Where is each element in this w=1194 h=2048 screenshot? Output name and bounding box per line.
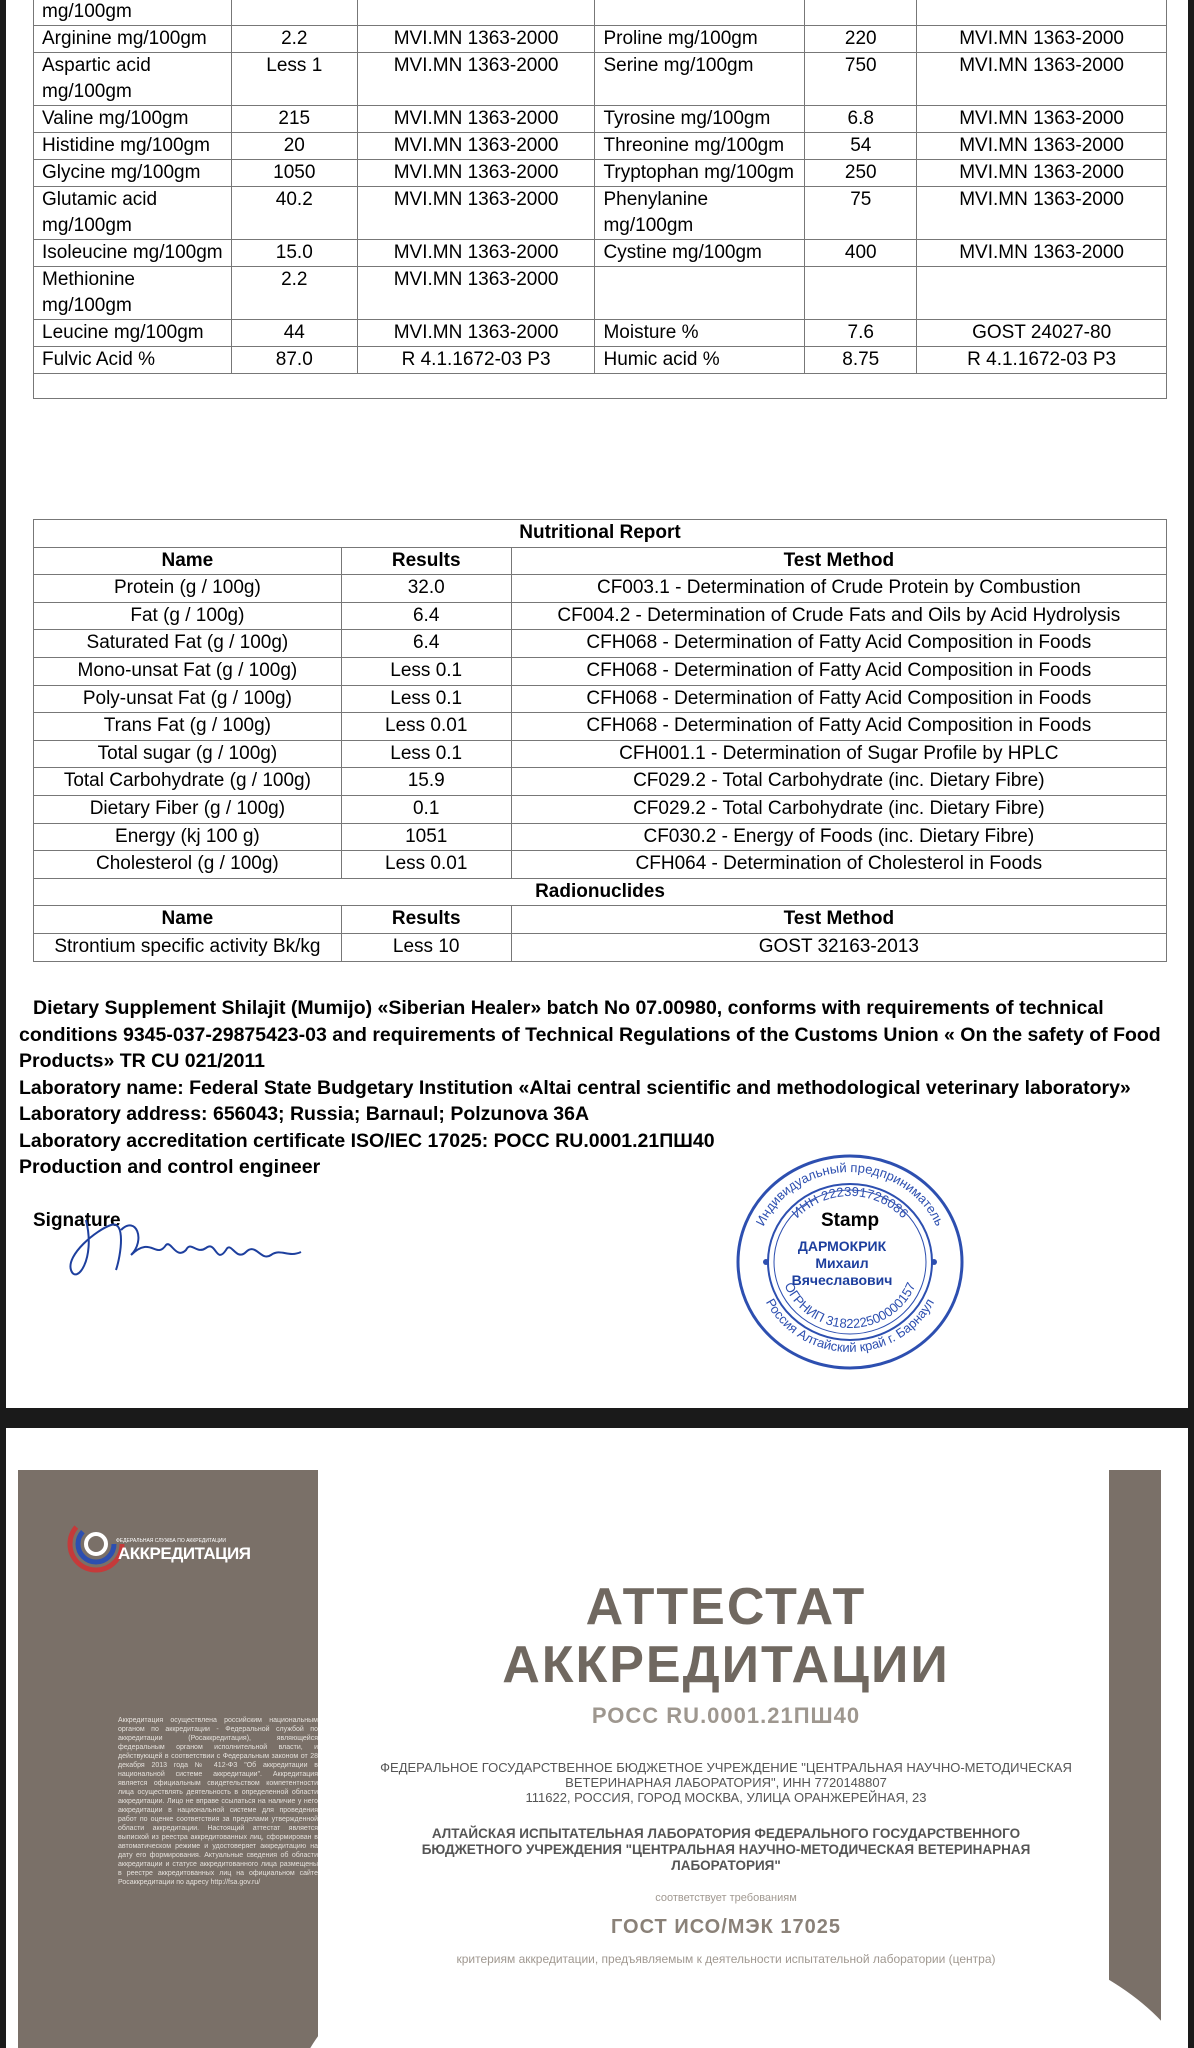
nutrition-row-name: Total sugar (g / 100g) (34, 740, 342, 768)
amino-cell-n1: Histidine mg/100gm (34, 133, 232, 160)
amino-cell-m1: MVI.MN 1363-2000 (357, 26, 595, 53)
amino-cell-n2: Proline mg/100gm (595, 26, 805, 53)
certificate-standard: ГОСТ ИСО/МЭК 17025 (610, 1916, 842, 1938)
nutrition-row-method: CF029.2 - Total Carbohydrate (inc. Dietary Fibre) (511, 795, 1166, 823)
amino-cell-m1: MVI.MN 1363-2000 (357, 267, 595, 320)
amino-cell-n2 (595, 0, 805, 26)
certificate-number: РОСС RU.0001.21ПШ40 (591, 1703, 861, 1728)
nutrition-row (34, 713, 1167, 741)
nutrition-row-name: Cholesterol (g / 100g) (34, 851, 342, 879)
amino-row (34, 26, 1167, 53)
nutrition-row-name: Saturated Fat (g / 100g) (34, 630, 342, 658)
amino-cell-v2: 400 (805, 240, 917, 267)
amino-cell-v1: Less 1 (231, 53, 357, 106)
amino-acid-table (33, 0, 1167, 399)
amino-cell-n1: mg/100gm (34, 0, 232, 26)
accreditation-certificate (6, 1428, 1188, 2048)
nutrition-row-method: CFH068 - Determination of Fatty Acid Composition in Foods (511, 657, 1166, 685)
amino-cell-n2: Phenylanine mg/100gm (595, 187, 805, 240)
amino-cell-v2: 7.6 (805, 320, 917, 347)
nutrition-row-result: 15.9 (341, 768, 511, 796)
certificate-laboratory: АЛТАЙСКАЯ ИСПЫТАТЕЛЬНАЯ ЛАБОРАТОРИЯ ФЕДЕРАЛЬНОГО ГОСУДАРСТВЕННОГО БЮДЖЕТНОГО УЧРЕЖДЕНИЯ "ЦЕНТРАЛЬНАЯ НАУЧНО-МЕТОДИЧЕСКАЯ ВЕТЕРИНАРНАЯ ЛАБОРАТОРИЯ" (421, 1826, 1031, 1873)
amino-cell-n2 (595, 267, 805, 320)
amino-cell-m1: MVI.MN 1363-2000 (357, 106, 595, 133)
nutrition-row-method: CF004.2 - Determination of Crude Fats and Oils by Acid Hydrolysis (511, 602, 1166, 630)
amino-row (34, 106, 1167, 133)
amino-row (34, 53, 1167, 106)
amino-cell-m1: MVI.MN 1363-2000 (357, 160, 595, 187)
engineer-title: Production and control engineer (19, 1156, 321, 1178)
amino-cell-m2: MVI.MN 1363-2000 (917, 133, 1167, 160)
amino-cell-v1: 44 (231, 320, 357, 347)
nutrition-row-result: Less 0.01 (341, 851, 511, 879)
lab-address: Laboratory address: 656043; Russia; Barnaul; Polzunova 36A (19, 1103, 590, 1125)
amino-cell-m2: GOST 24027-80 (917, 320, 1167, 347)
amino-cell-n2: Tyrosine mg/100gm (595, 106, 805, 133)
lab-name: Laboratory name: Federal State Budgetary Institution «Altai central scientific and methodological veterinary laboratory» (19, 1076, 1131, 1099)
stamp-holder-name: ДАРМОКРИК Михаил Вячеславович (791, 1238, 893, 1288)
amino-cell-m1: MVI.MN 1363-2000 (357, 53, 595, 106)
amino-row (34, 133, 1167, 160)
nutrition-row-method: CF029.2 - Total Carbohydrate (inc. Dietary Fibre) (511, 768, 1166, 796)
nutritional-report-table (33, 519, 1167, 962)
amino-cell-m2: R 4.1.1672-03 P3 (917, 347, 1167, 374)
col-header-method: Test Method (511, 547, 1166, 575)
nutrition-row (34, 795, 1167, 823)
amino-cell-v2: 54 (805, 133, 917, 160)
nutrition-row-result: Less 0.1 (341, 685, 511, 713)
radio-header-results: Results (341, 906, 511, 934)
radio-header-method: Test Method (511, 906, 1166, 934)
amino-row (34, 187, 1167, 240)
nutritional-report-title: Nutritional Report (34, 520, 1167, 548)
signature-image (66, 1200, 316, 1290)
certificate-title-line2: АККРЕДИТАЦИИ (502, 1636, 950, 1694)
amino-cell-n2: Threonine mg/100gm (595, 133, 805, 160)
nutrition-row-result: 0.1 (341, 795, 511, 823)
amino-cell-n1: Aspartic acid mg/100gm (34, 53, 232, 106)
organization-address: 111622, РОССИЯ, ГОРОД МОСКВА, УЛИЦА ОРАНЖЕРЕЙНАЯ, 23 (525, 1790, 927, 1805)
amino-row (34, 347, 1167, 374)
certificate-meets: соответствует требованиям (655, 1892, 797, 1904)
amino-cell-n2: Tryptophan mg/100gm (595, 160, 805, 187)
nutrition-row-result: 6.4 (341, 602, 511, 630)
amino-cell-n1: Arginine mg/100gm (34, 26, 232, 53)
amino-spacer-row (34, 374, 1167, 399)
nutrition-row-name: Protein (g / 100g) (34, 575, 342, 603)
amino-cell-m1 (357, 0, 595, 26)
amino-cell-v2: 750 (805, 53, 917, 106)
amino-cell-n1: Glutamic acid mg/100gm (34, 187, 232, 240)
amino-cell-m1: MVI.MN 1363-2000 (357, 187, 595, 240)
amino-cell-v2: 220 (805, 26, 917, 53)
nutrition-row-name: Fat (g / 100g) (34, 602, 342, 630)
stamp-ring-top: Индивидуальный предприниматель (752, 1159, 948, 1229)
nutrition-row-result: Less 0.01 (341, 713, 511, 741)
nutrition-row (34, 823, 1167, 851)
nutrition-row (34, 575, 1167, 603)
certificate-organization (376, 1760, 1076, 1805)
amino-cell-m2: MVI.MN 1363-2000 (917, 160, 1167, 187)
amino-cell-v1: 215 (231, 106, 357, 133)
nutrition-row-result: 1051 (341, 823, 511, 851)
amino-cell-m2: MVI.MN 1363-2000 (917, 26, 1167, 53)
stamp-ogrnip: ОГРНИП 318222500000157 (781, 1279, 919, 1331)
amino-cell-v1: 40.2 (231, 187, 357, 240)
amino-cell-n2: Cystine mg/100gm (595, 240, 805, 267)
nutrition-row-name: Dietary Fiber (g / 100g) (34, 795, 342, 823)
nutrition-row-name: Total Carbohydrate (g / 100g) (34, 768, 342, 796)
amino-cell-v1: 87.0 (231, 347, 357, 374)
certificate-title (426, 1578, 1026, 1694)
logo-text: АККРЕДИТАЦИЯ (118, 1544, 251, 1563)
nutrition-row-method: CFH064 - Determination of Cholesterol in Foods (511, 851, 1166, 879)
amino-cell-m2: MVI.MN 1363-2000 (917, 106, 1167, 133)
certificate-right-band (1109, 1470, 1161, 2048)
conformity-text: Dietary Supplement Shilajit (Mumijo) «Siberian Healer» batch No 07.00980, conforms with requirements of technical conditions 9345-037-29875423-03 and requirements of Technical Regulations of the Customs Union « On the safety of Food Products» TR CU 021/2011 (19, 997, 1161, 1072)
amino-cell-v1: 15.0 (231, 240, 357, 267)
nutrition-row-method: CFH068 - Determination of Fatty Acid Composition in Foods (511, 685, 1166, 713)
nutrition-row-method: CFH068 - Determination of Fatty Acid Composition in Foods (511, 630, 1166, 658)
amino-cell-m1: R 4.1.1672-03 P3 (357, 347, 595, 374)
nutrition-row-name: Trans Fat (g / 100g) (34, 713, 342, 741)
amino-cell-v2: 8.75 (805, 347, 917, 374)
amino-cell-v2: 75 (805, 187, 917, 240)
amino-cell-m2 (917, 0, 1167, 26)
certificate-criteria: критериям аккредитации, предъявляемым к деятельности испытательной лаборатории (центра) (456, 1952, 996, 1966)
amino-cell-n2: Serine mg/100gm (595, 53, 805, 106)
amino-row (34, 267, 1167, 320)
col-header-name: Name (34, 547, 342, 575)
nutrition-row-method: CFH001.1 - Determination of Sugar Profile by HPLC (511, 740, 1166, 768)
amino-cell-v2 (805, 0, 917, 26)
amino-row (34, 240, 1167, 267)
amino-cell-n1: Methionine mg/100gm (34, 267, 232, 320)
nutrition-row-result: 6.4 (341, 630, 511, 658)
amino-cell-m1: MVI.MN 1363-2000 (357, 133, 595, 160)
nutrition-row (34, 630, 1167, 658)
logo-caption: ФЕДЕРАЛЬНАЯ СЛУЖБА ПО АККРЕДИТАЦИИ (116, 1538, 227, 1544)
amino-cell-n1: Leucine mg/100gm (34, 320, 232, 347)
amino-row (34, 160, 1167, 187)
amino-cell-n2: Humic acid % (595, 347, 805, 374)
amino-cell-m2: MVI.MN 1363-2000 (917, 240, 1167, 267)
nutrition-row-name: Energy (kj 100 g) (34, 823, 342, 851)
report-page (6, 0, 1188, 1408)
nutrition-row-result: Less 0.1 (341, 740, 511, 768)
certificate-left-text: Аккредитация осуществлена российским национальным органом по аккредитации - Федеральной службой по аккредитации (Росаккредитация), являющейся федеральным органом исполнительной власти, и действующей в соответствии с Федеральным законом от 28 декабря 2013 года № 412-ФЗ "Об аккредитации в национальной системе аккредитации". Аккредитация является официальным свидетельством компетентности лица осуществлять деятельность в определенной области аккредитации. Лицо не вправе ссылаться на наличие у него аккредитации в национальной системе для проведения работ по оценке соответствия за пределами утвержденной области аккредитации. Настоящий аттестат является выпиской из реестра аккредитованных лиц, сформирован в автоматическом режиме и удостоверяет аккредитацию на дату его формирования. Актуальные сведения об области аккредитации и статусе аккредитованного лица размещены в реестре аккредитованных лиц на официальном сайте Росаккредитации по адресу http://fsa.gov.ru/ (118, 1717, 318, 1886)
amino-cell-m1: MVI.MN 1363-2000 (357, 240, 595, 267)
amino-row (34, 0, 1167, 26)
amino-cell-v2: 6.8 (805, 106, 917, 133)
stamp-ring-bottom: Россия Алтайский край г. Барнаул (763, 1295, 937, 1356)
stamp-inn: ИНН 222391726086 (788, 1183, 912, 1221)
amino-cell-v2 (805, 267, 917, 320)
nutrition-row-name: Mono-unsat Fat (g / 100g) (34, 657, 342, 685)
organization-name: ФЕДЕРАЛЬНОЕ ГОСУДАРСТВЕННОЕ БЮДЖЕТНОЕ УЧРЕЖДЕНИЕ "ЦЕНТРАЛЬНАЯ НАУЧНО-МЕТОДИЧЕСКАЯ ВЕТЕРИНАРНАЯ ЛАБОРАТОРИЯ", ИНН 7720148807 (380, 1760, 1072, 1790)
nutrition-row (34, 657, 1167, 685)
amino-cell-n1: Valine mg/100gm (34, 106, 232, 133)
amino-cell-v1: 2.2 (231, 267, 357, 320)
amino-cell-m1: MVI.MN 1363-2000 (357, 320, 595, 347)
stamp-label: Stamp (821, 1210, 880, 1231)
col-header-results: Results (341, 547, 511, 575)
radio-row-method: GOST 32163-2013 (511, 933, 1166, 961)
radio-row-result: Less 10 (341, 933, 511, 961)
nutrition-row-name: Poly-unsat Fat (g / 100g) (34, 685, 342, 713)
nutrition-row (34, 740, 1167, 768)
conformity-statement (19, 995, 1179, 1181)
amino-cell-n1: Fulvic Acid % (34, 347, 232, 374)
amino-spacer-cell (34, 374, 1167, 399)
amino-cell-m2: MVI.MN 1363-2000 (917, 187, 1167, 240)
amino-cell-n1: Isoleucine mg/100gm (34, 240, 232, 267)
amino-cell-v2: 250 (805, 160, 917, 187)
nutrition-row (34, 602, 1167, 630)
radio-row (34, 933, 1167, 961)
signature-label: Signature (33, 1210, 121, 1231)
amino-cell-v1: 20 (231, 133, 357, 160)
nutrition-row (34, 768, 1167, 796)
amino-cell-v1: 2.2 (231, 26, 357, 53)
radio-header-name: Name (34, 906, 342, 934)
nutrition-row-result: 32.0 (341, 575, 511, 603)
amino-cell-v1: 1050 (231, 160, 357, 187)
lab-accreditation: Laboratory accreditation certificate ISO/IEC 17025: РОСС RU.0001.21ПШ40 (19, 1129, 715, 1152)
amino-cell-m2 (917, 267, 1167, 320)
amino-row (34, 320, 1167, 347)
radio-row-name: Strontium specific activity Bk/kg (34, 933, 342, 961)
radionuclides-title: Radionuclides (34, 878, 1167, 906)
nutrition-row (34, 851, 1167, 879)
amino-cell-n2: Moisture % (595, 320, 805, 347)
nutrition-row-result: Less 0.1 (341, 657, 511, 685)
nutrition-row-method: CF030.2 - Energy of Foods (inc. Dietary Fibre) (511, 823, 1166, 851)
nutrition-row-method: CF003.1 - Determination of Crude Protein by Combustion (511, 575, 1166, 603)
nutrition-row (34, 685, 1167, 713)
accreditation-logo-icon (66, 1514, 126, 1574)
amino-cell-m2: MVI.MN 1363-2000 (917, 53, 1167, 106)
amino-cell-n1: Glycine mg/100gm (34, 160, 232, 187)
nutrition-row-method: CFH068 - Determination of Fatty Acid Composition in Foods (511, 713, 1166, 741)
certificate-title-line1: АТТЕСТАТ (585, 1578, 867, 1636)
amino-cell-v1 (231, 0, 357, 26)
